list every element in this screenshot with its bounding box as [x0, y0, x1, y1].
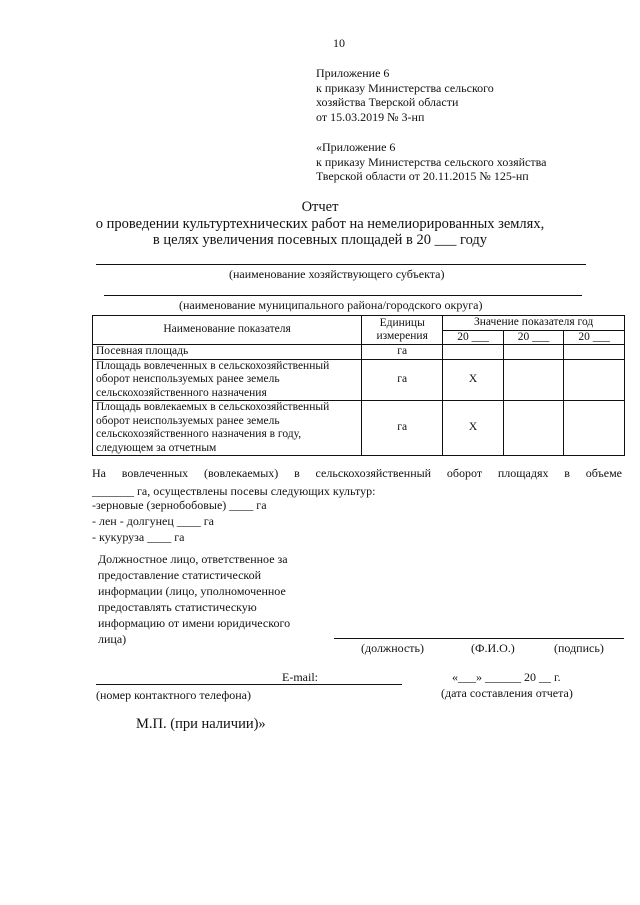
official-description	[98, 551, 290, 647]
crops-list	[92, 497, 267, 545]
value-cell	[564, 401, 625, 456]
official-line: информацию от имени юридического	[98, 616, 291, 630]
official-line: Должностное лицо, ответственное за	[98, 552, 288, 566]
paragraph-line: _______ га, осуществлены посевы следующих культур:	[92, 484, 376, 498]
previous-appendix-line: к приказу Министерства сельского хозяйства	[316, 154, 547, 169]
previous-appendix-header	[316, 140, 546, 184]
email-label: E-mail:	[282, 670, 318, 684]
crops-paragraph	[92, 465, 622, 499]
appendix-line: от 15.03.2019 № 3-нп	[316, 109, 425, 124]
indicator-name-line: сельскохозяйственного назначения в году,	[96, 428, 302, 440]
value-cell	[503, 359, 564, 401]
district-caption: (наименование муниципального района/городского округа)	[179, 298, 483, 312]
value-cell	[503, 345, 564, 360]
appendix-header	[316, 66, 494, 124]
document-title: Отчет	[301, 199, 339, 215]
unit-cell: га	[362, 345, 443, 360]
value-cell	[503, 401, 564, 456]
indicator-name-line: сельскохозяйственного назначения	[96, 386, 267, 399]
previous-appendix-line: «Приложение 6	[316, 140, 396, 154]
paragraph-line: На вовлеченных (вовлекаемых) в сельскохозяйственный оборот площадях в объеме	[92, 466, 622, 480]
year-cell: 20 ___	[564, 330, 625, 345]
indicator-name-line: следующем за отчетным	[96, 441, 217, 454]
subtitle-line: о проведении культуртехнических работ на немелиорированных землях,	[95, 216, 545, 232]
date-caption: (дата составления отчета)	[441, 686, 573, 700]
official-line: информации (лицо, уполномоченное	[98, 584, 286, 598]
official-line: предоставление статистической	[98, 568, 262, 582]
indicator-name	[93, 401, 362, 456]
signature-line	[334, 638, 624, 639]
indicator-name-line: оборот неиспользуемых ранее земель	[96, 414, 280, 427]
crop-item: - кукуруза ____ га	[92, 530, 185, 544]
value-cell	[564, 345, 625, 360]
entity-name-line	[96, 264, 586, 265]
value-cell	[443, 345, 504, 360]
report-date-line: «___» ______ 20 __ г.	[452, 670, 561, 684]
header-unit	[362, 316, 443, 345]
table-row	[93, 401, 625, 456]
entity-caption: (наименование хозяйствующего субъекта)	[229, 267, 445, 281]
page-number: 10	[333, 36, 345, 50]
fio-caption: (Ф.И.О.)	[471, 641, 515, 655]
indicator-name-line: Площадь вовлеченных в сельскохозяйственный	[96, 359, 330, 372]
table-row	[93, 345, 625, 360]
indicator-name-line: оборот неиспользуемых ранее земель	[96, 373, 280, 385]
value-cell: X	[443, 401, 504, 456]
year-cell: 20 ___	[503, 330, 564, 345]
email-phone-line	[96, 684, 402, 685]
header-indicator-name: Наименование показателя	[93, 316, 362, 345]
document-subtitle	[0, 216, 640, 248]
appendix-line: к приказу Министерства сельского	[316, 80, 494, 95]
previous-appendix-line: Тверской области от 20.11.2015 № 125-нп	[316, 169, 529, 183]
official-line: предоставлять статистическую	[98, 600, 257, 614]
official-line: лица)	[98, 632, 127, 646]
crop-item: - лен - долгунец ____ га	[92, 514, 215, 528]
district-name-line	[104, 295, 582, 296]
subtitle-line: в целях увеличения посевных площадей в 20 ___ году	[152, 232, 488, 248]
indicator-name-line: Посевная площадь	[96, 345, 189, 357]
table-row	[93, 359, 625, 401]
indicator-name	[93, 345, 362, 360]
crop-item: -зерновые (зернобобовые) ____ га	[92, 498, 267, 512]
value-cell	[564, 359, 625, 401]
value-cell: X	[443, 359, 504, 401]
signature-caption: (подпись)	[554, 641, 604, 655]
unit-cell: га	[362, 401, 443, 456]
indicator-name	[93, 359, 362, 401]
header-value: Значение показателя год	[443, 316, 625, 331]
appendix-line: Приложение 6	[316, 66, 390, 80]
table-header-row	[93, 316, 625, 331]
header-unit-line: Единицы	[379, 316, 425, 329]
header-unit-line: измерения	[376, 330, 428, 342]
stamp-place: М.П. (при наличии)»	[136, 716, 266, 732]
position-caption: (должность)	[361, 641, 424, 655]
appendix-line: хозяйства Тверской области	[316, 95, 459, 109]
year-cell: 20 ___	[443, 330, 504, 345]
unit-cell: га	[362, 359, 443, 401]
phone-caption: (номер контактного телефона)	[96, 688, 251, 702]
indicator-name-line: Площадь вовлекаемых в сельскохозяйственный	[96, 401, 330, 413]
indicators-table	[92, 315, 625, 456]
